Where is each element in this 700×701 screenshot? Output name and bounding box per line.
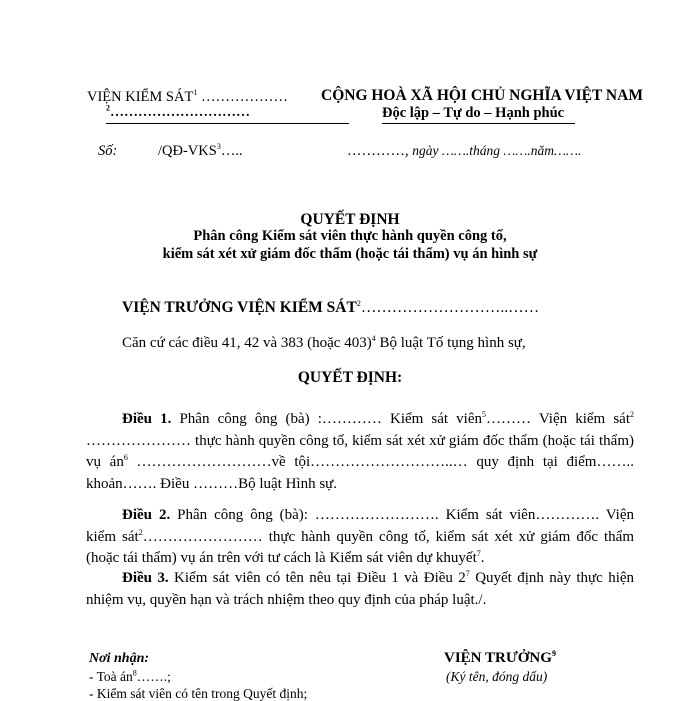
issuing-agency-prefix: VIỆN KIỂM SÁT: [87, 89, 194, 105]
footnote-ref: 4: [371, 334, 376, 343]
legal-basis-text2: Bộ luật Tố tụng hình sự,: [375, 335, 526, 351]
footnote-ref: 6: [123, 453, 128, 462]
signature-title: VIỆN TRƯỞNG$^9$: [444, 649, 556, 666]
authority-title: VIỆN TRƯỞNG VIỆN KIỂM SÁT: [122, 299, 357, 316]
footnote-ref: 3: [216, 142, 221, 152]
agency-underline: [106, 123, 349, 124]
issuing-agency: [87, 90, 288, 105]
document-number-code: /QĐ-VKS: [158, 143, 217, 159]
issuing-agency-line2-dots: …………………………: [110, 105, 250, 120]
legal-basis-text: Căn cứ các điều 41, 42 và 383 (hoặc 403): [122, 335, 372, 351]
authority-line: [122, 300, 539, 316]
date-text: ngày …….tháng …….năm…….: [412, 143, 582, 158]
motto: Độc lập – Tự do – Hạnh phúc: [382, 105, 565, 121]
footnote-ref: 2: [356, 298, 361, 308]
footnote-ref: 2: [106, 103, 110, 113]
authority-dots: ………………………..……: [360, 299, 540, 316]
country-name: CỘNG HOÀ XÃ HỘI CHỦ NGHĨA VIỆT NAM: [321, 87, 643, 104]
footnote-ref: 1: [193, 88, 198, 98]
decide-heading: QUYẾT ĐỊNH:: [297, 369, 403, 386]
article-2: Điều 2. Phân công ông (bà): ……………………. Kiểm sát viên…………. Viện kiểm sát$^2$…………………… thực hành quyền công tố, kiểm sát xét xử giám đốc thẩm (hoặc tái thẩm) vụ án trên với tư cách là Kiểm sát viên dự khuyết$^7$.: [86, 507, 635, 566]
article-2-label: Điều 2.: [122, 507, 171, 523]
article-3: Điều 3. Kiểm sát viên có tên nêu tại Điều 1 và Điều $2^7$ Quyết định này thực hiện nhiệm vụ, quyền hạn và trách nhiệm theo quy định của pháp luật./.: [86, 569, 635, 608]
footnote-ref: 7: [476, 549, 481, 558]
issuing-agency-dots: ………………: [197, 89, 288, 105]
legal-basis: [122, 336, 526, 351]
document-number-dots: …..: [220, 143, 243, 159]
footnote-ref: 5: [482, 410, 487, 419]
article-1: Điều 1. Phân công ông (bà) :………… Kiểm sát viên$^5$……… Viện kiểm sát$^2$ ………………… thực hành quyền công tố, kiểm sát xét xử giám đốc thẩm (hoặc tái thẩm) vụ $án^6$ ………………………về tội………………………..… quy định tại điểm…….. khoản……. Điều ………Bộ luật Hình sự.: [86, 410, 634, 492]
recipients-heading: Nơi nhận:: [89, 651, 150, 666]
footnote-ref: 2: [629, 410, 634, 419]
place-date: [347, 144, 581, 159]
recipient-item: - Toà $án^8\dots\dots$.;: [89, 668, 171, 684]
document-subtitle-line1: Phân công Kiểm sát viên thực hành quyền công tố,: [193, 228, 507, 244]
document-number: [158, 144, 243, 159]
motto-underline: [382, 123, 575, 124]
place-dots: …………,: [347, 143, 409, 159]
recipient-item: - Kiểm sát viên có tên trong Quyết định;: [89, 686, 308, 701]
document-subtitle-line2: kiểm sát xét xử giám đốc thẩm (hoặc tái thẩm) vụ án hình sự: [162, 246, 538, 262]
issuing-agency-line2: [106, 103, 250, 120]
number-label: Số:: [98, 143, 118, 159]
document-title: QUYẾT ĐỊNH: [300, 211, 400, 228]
article-3-label: Điều 3.: [122, 570, 169, 586]
footnote-ref: 9: [551, 649, 556, 658]
footnote-ref: 8: [132, 668, 137, 678]
signature-instruction: (Ký tên, đóng dấu): [446, 669, 548, 684]
footnote-ref: 7: [465, 569, 470, 578]
article-1-label: Điều 1.: [122, 411, 172, 427]
footnote-ref: 2: [138, 527, 143, 537]
